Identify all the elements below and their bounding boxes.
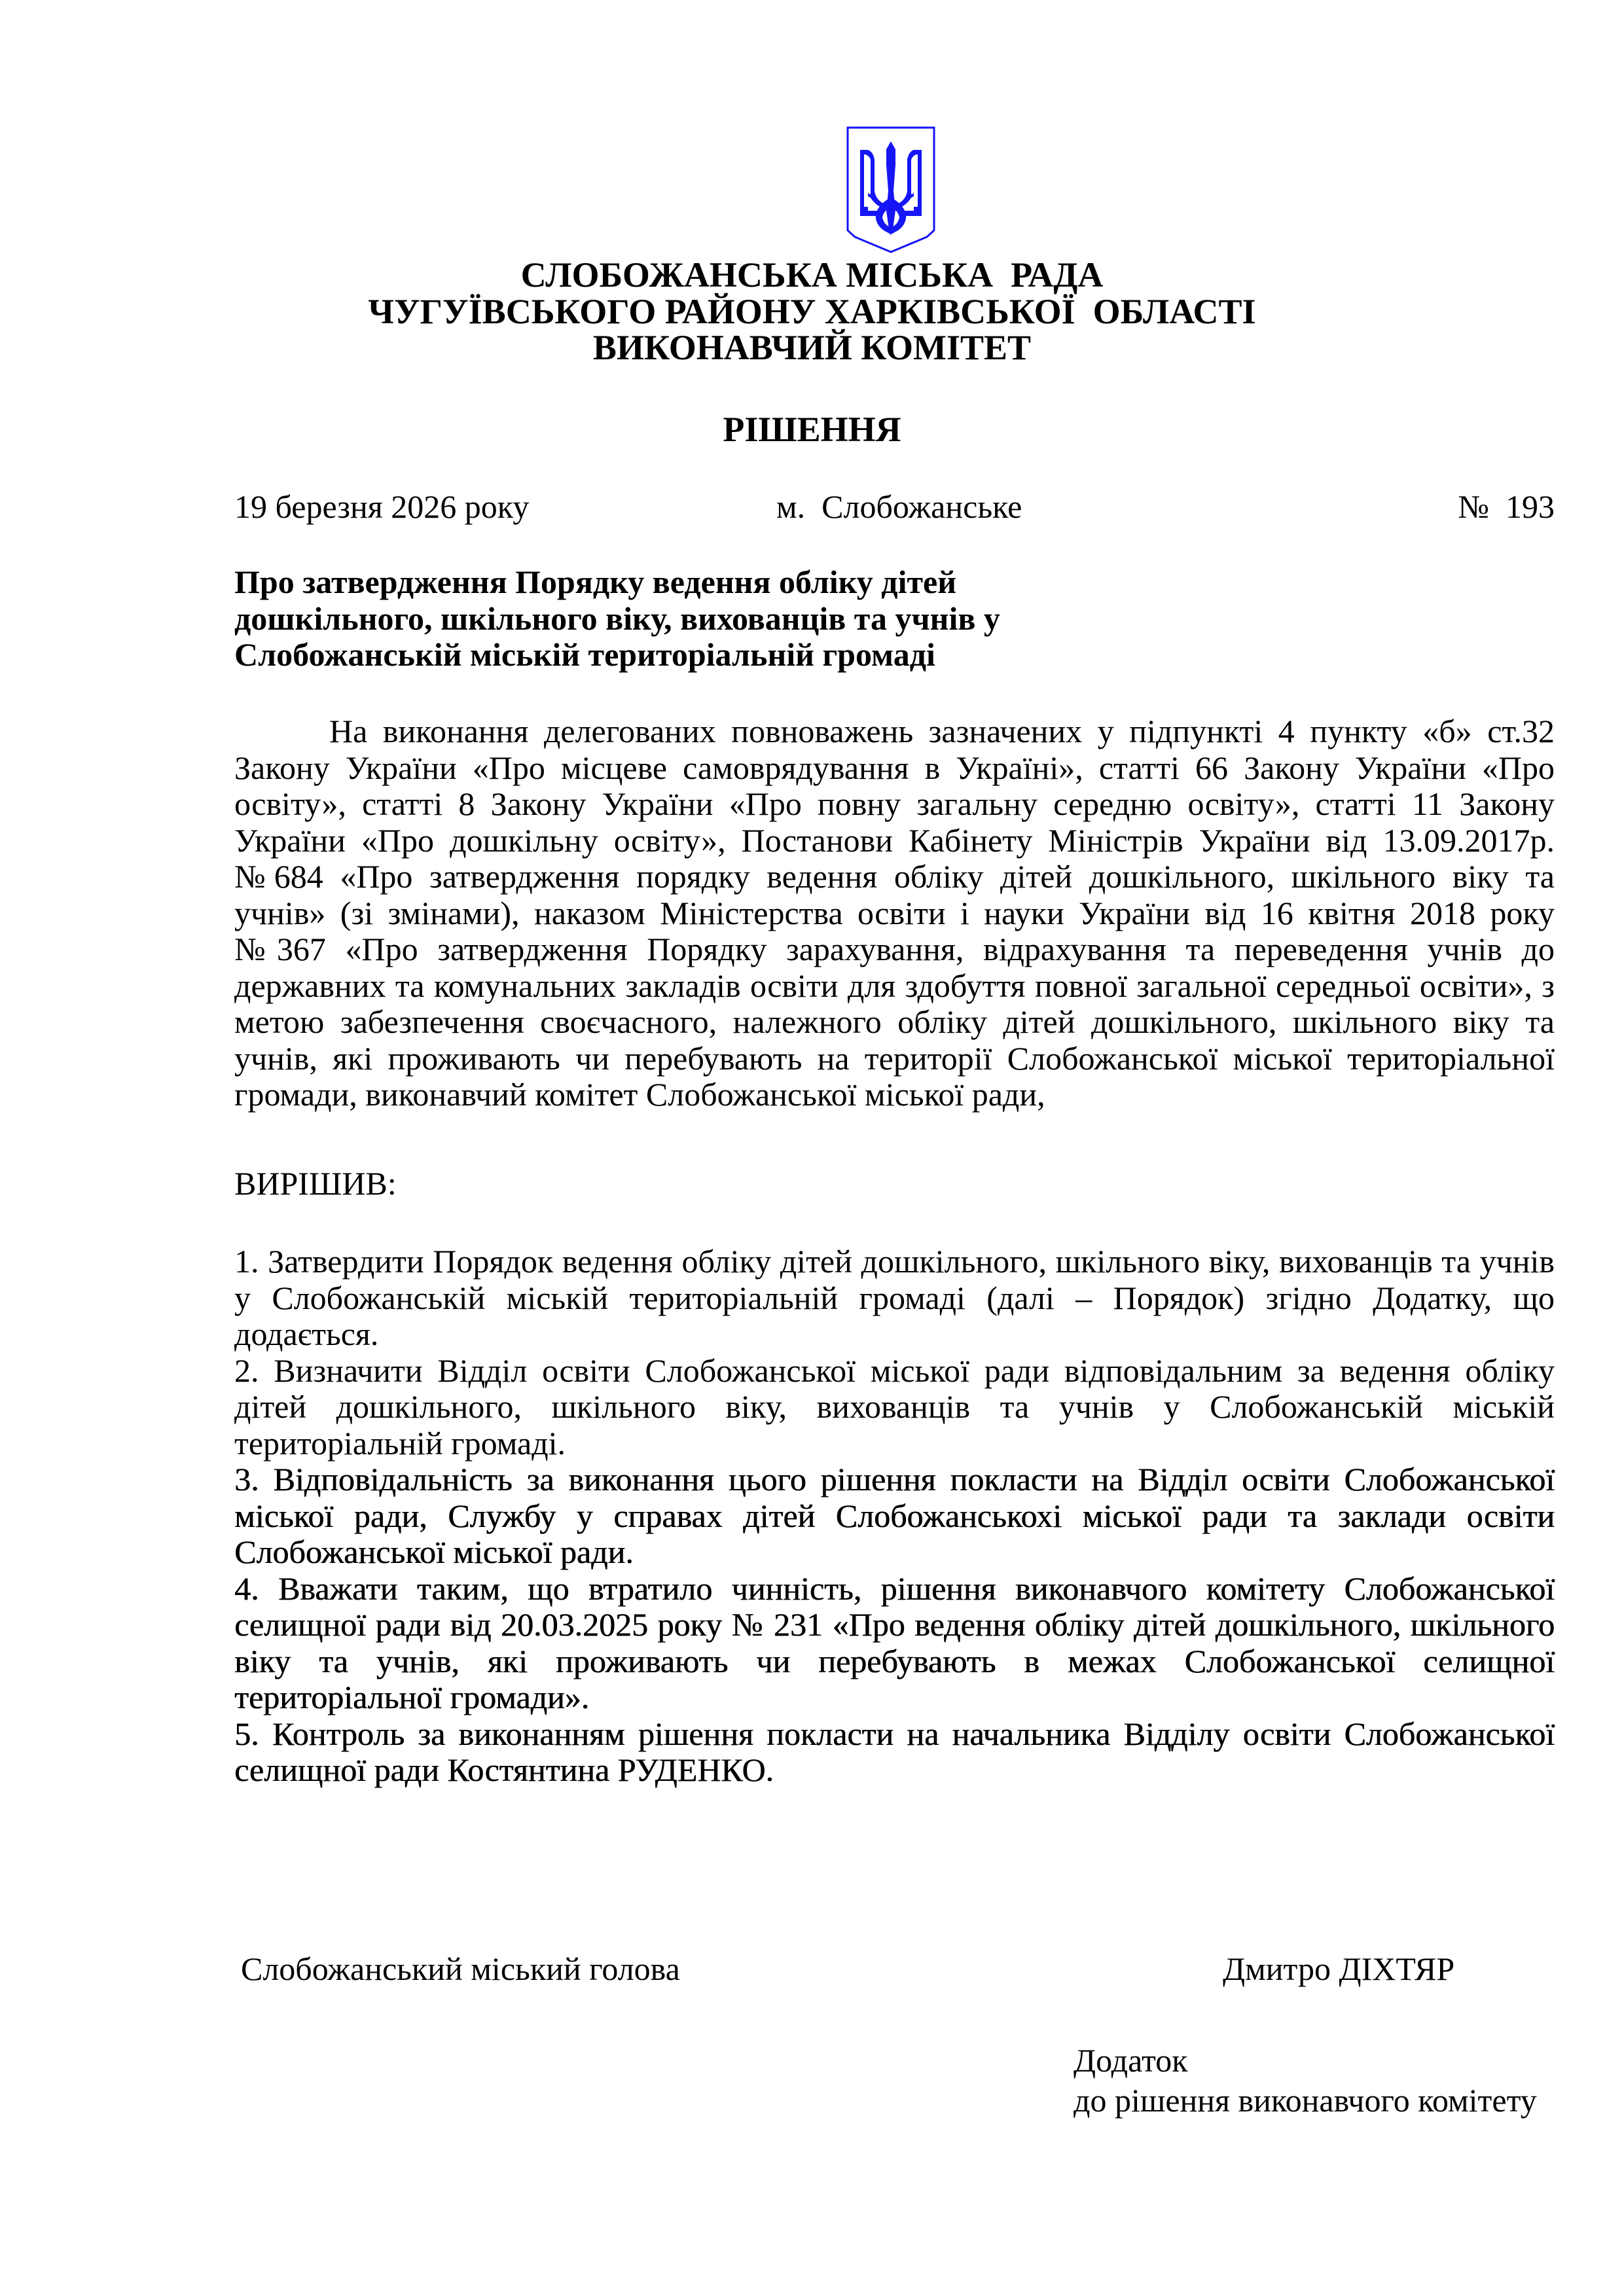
- resolution-items: [234, 1244, 1555, 1789]
- coat-of-arms-icon: [846, 126, 936, 254]
- document-title: [234, 564, 1085, 673]
- resolution-item: 5. Контроль за виконанням рішення покласти на начальника Відділу освіти Слобожанської селищної ради Костянтина РУДЕНКО.: [234, 1715, 1555, 1788]
- title-line: Слобожанській міській територіальній громаді: [234, 636, 935, 673]
- resolution-item: 2. Визначити Відділ освіти Слобожанської міської ради відповідальним за ведення обліку дітей дошкільного, шкільного віку, вихованців та учнів у Слобожанській міській територіальній громаді.: [234, 1352, 1555, 1462]
- resolution-item: 1. Затвердити Порядок ведення обліку дітей дошкільного, шкільного віку, вихованців та учнів у Слобожанській міській територіальній громаді (далі – Порядок) згідно Додатку, що додається.: [234, 1243, 1555, 1352]
- document-date: 19 березня 2026 року: [234, 488, 530, 525]
- title-line: Про затвердження Порядку ведення обліку дітей: [234, 564, 957, 600]
- resolved-label: ВИРІШИВ:: [234, 1165, 397, 1202]
- resolution-item: 3. Відповідальність за виконання цього рішення покласти на Відділ освіти Слобожанської міської ради, Службу у справах дітей Слобожанськохі міської ради та заклади освіти Слобожанської міської ради.: [234, 1461, 1555, 1570]
- annex-title: Додаток: [1074, 2042, 1188, 2079]
- committee-name: ВИКОНАВЧИЙ КОМІТЕТ: [592, 328, 1032, 367]
- district-name: ЧУГУЇВСЬКОГО РАЙОНУ ХАРКІВСЬКОЇ ОБЛАСТІ: [368, 292, 1256, 331]
- document-number: № 193: [1458, 488, 1555, 525]
- document-city: м. Слобожанське: [776, 488, 1022, 525]
- council-name: СЛОБОЖАНСЬКА МІСЬКА РАДА: [520, 255, 1104, 295]
- resolution-item: 4. Вважати таким, що втратило чинність, рішення виконавчого комітету Слобожанської селищної ради від 20.03.2025 року № 231 «Про ведення обліку дітей дошкільного, шкільного віку та учнів, які проживають чи перебувають в межах Слобожанської селищної територіальної громади».: [234, 1570, 1555, 1715]
- document-meta: [234, 488, 1555, 528]
- preamble-paragraph: На виконання делегованих повноважень зазначених у підпункті 4 пункту «б» ст.32 Закону України «Про місцеве самоврядування в Україні», статті 66 Закону України «Про освіту», статті 8 Закону України «Про повну загальну середню освіту», статті 11 Закону України «Про дошкільну освіту», Постанови Кабінету Міністрів України від 13.09.2017р. №684 «Про затвердження порядку ведення обліку дітей дошкільного, шкільного віку та учнів» (зі змінами), наказом Міністерства освіти і науки України від 16 квітня 2018 року №367 «Про затвердження Порядку зарахування, відрахування та переведення учнів до державних та комунальних закладів освіти для здобуття повної загальної середньої освіти», з метою забезпечення своєчасного, належного обліку дітей дошкільного, шкільного віку та учнів, які проживають чи перебувають на території Слобожанської міської територіальної громади, виконавчий комітет Слобожанської міської ради,: [234, 713, 1555, 1113]
- annex-subtitle: до рішення виконавчого комітету: [1074, 2082, 1537, 2119]
- signatory-name: Дмитро ДІХТЯР: [1223, 1950, 1455, 1987]
- signatory-position: Слобожанський міський голова: [241, 1950, 680, 1987]
- document-type: РІШЕННЯ: [723, 410, 901, 449]
- annex-note: [1074, 2041, 1537, 2121]
- title-line: дошкільного, шкільного віку, вихованців та учнів у: [234, 600, 1000, 637]
